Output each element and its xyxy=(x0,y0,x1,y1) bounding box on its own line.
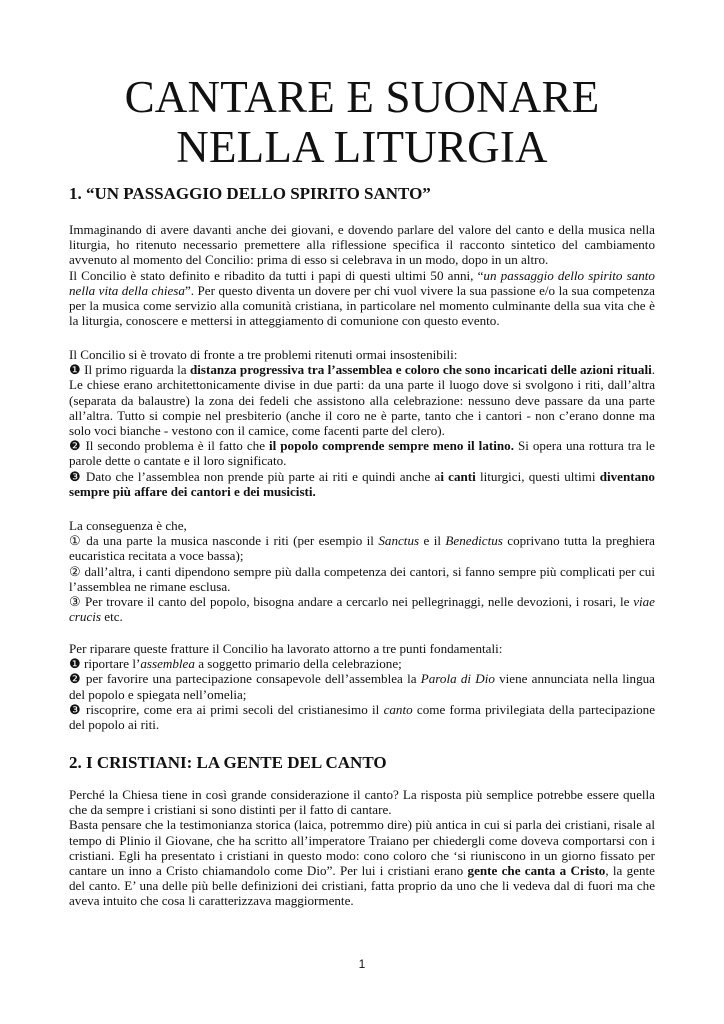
section-2-paragraph: Perché la Chiesa tiene in così grande considerazione il canto? La risposta più semplice potrebbe essere quella che da sempre i cristiani si sono distinti per il fatto di cantare. Basta pensare che la testimonianza storica (laica, potremmo dire) più antica in cui si parla dei cristiani, risale al tempo di Plinio il Giovane, che ha scritto all’imperatore Traiano per chiedergli come doveva comportarsi con i cristiani. Egli ha presentato i cristiani in questo modo: cono coloro che ‘si riuniscono in un giorno fissato per cantare un inno a Cristo chiamandolo come Dio”. Per lui i cristiani erano gente che canta a Cristo, la gente del canto. E’ una delle più belle definizioni dei cristiani, fatta proprio da uno che li vedeva dal di fuori ma che aveva intuito che cosa li caratterizzava maggiormente. xyxy=(69,787,655,909)
title-line-2: NELLA LITURGIA xyxy=(176,122,548,172)
section-2-heading: 2. I CRISTIANI: LA GENTE DEL CANTO xyxy=(69,753,387,772)
page-number: 1 xyxy=(358,957,366,971)
section-1-problems: Il Concilio si è trovato di fronte a tre problemi ritenuti ormai insostenibili: ❶ Il primo riguarda la distanza progressiva tra l’assemblea e coloro che sono incaricati delle azioni rituali. Le chiese erano architettonicamente divise in due parti: da una parte il luogo dove si svolgono i riti, dall’altra (separata da balaustre) la zona dei fedeli che assistono alla celebrazione: nessuno deve passare da una parte all’altra. Tutto si compie nel presbiterio (anche il coro ne è parte, tanto che i cantori - non c’erano donne ma solo voci bianche - vestono con il camice, come facenti parte del clero). ❷ Il secondo problema è il fatto che il popolo comprende sempre meno il latino. Si opera una rottura tra le parole dette o cantate e il loro significato. ❸ Dato che l’assemblea non prende più parte ai riti e quindi anche ai canti liturgici, questi ultimi diventano sempre più affare dei cantori e dei musicisti. xyxy=(69,347,656,499)
section-1-paragraph-1: Immaginando di avere davanti anche dei giovani, e dovendo parlare del valore del canto e della musica nella liturgia, ho ritenuto necessario premettere alla riflessione specifica il racconto sintetico del cambiamento avvenuto al momento del Concilio: prima di esso si celebrava in un modo, dopo in un altro. Il Concilio è stato definito e ribadito da tutti i papi di questi ultimi 50 anni, “un passaggio dello spirito santo nella vita della chiesa”. Per questo diventa un dovere per chi vuol vivere la sua passione e/o la sua competenza per la musica come servizio alla comunità cristiana, in particolare nel momento culminante della sua vita che è la liturgia, conoscere e mettersi in atteggiamento di comunione con questo evento. xyxy=(69,222,655,329)
section-1-consequences: La conseguenza è che, ① da una parte la musica nasconde i riti (per esempio il Sanctus e il Benedictus coprivano tutta la preghiera eucaristica recitata a voce bassa); ② dall’altra, i canti dipendono sempre più dalla competenza dei cantori, si fanno sempre più complicati per cui l’assemblea ne rimane esclusa. ③ Per trovare il canto del popolo, bisogna andare a cercarlo nei pellegrinaggi, nelle devozioni, i rosari, le viae crucis etc. xyxy=(69,518,655,625)
title-line-1: CANTARE E SUONARE xyxy=(124,72,600,122)
document-title xyxy=(0,72,724,172)
section-1-fixes: Per riparare queste fratture il Concilio ha lavorato attorno a tre punti fondamentali: ❶ riportare l’assemblea a soggetto primario della celebrazione; ❷ per favorire una partecipazione consapevole dell’assemblea la Parola di Dio viene annunciata nella lingua del popolo e spiegata nell’omelia; ❸ riscoprire, come era ai primi secoli del cristianesimo il canto come forma privilegiata della partecipazione del popolo ai riti. xyxy=(69,641,656,733)
section-1-heading: 1. “UN PASSAGGIO DELLO SPIRITO SANTO” xyxy=(69,184,431,203)
